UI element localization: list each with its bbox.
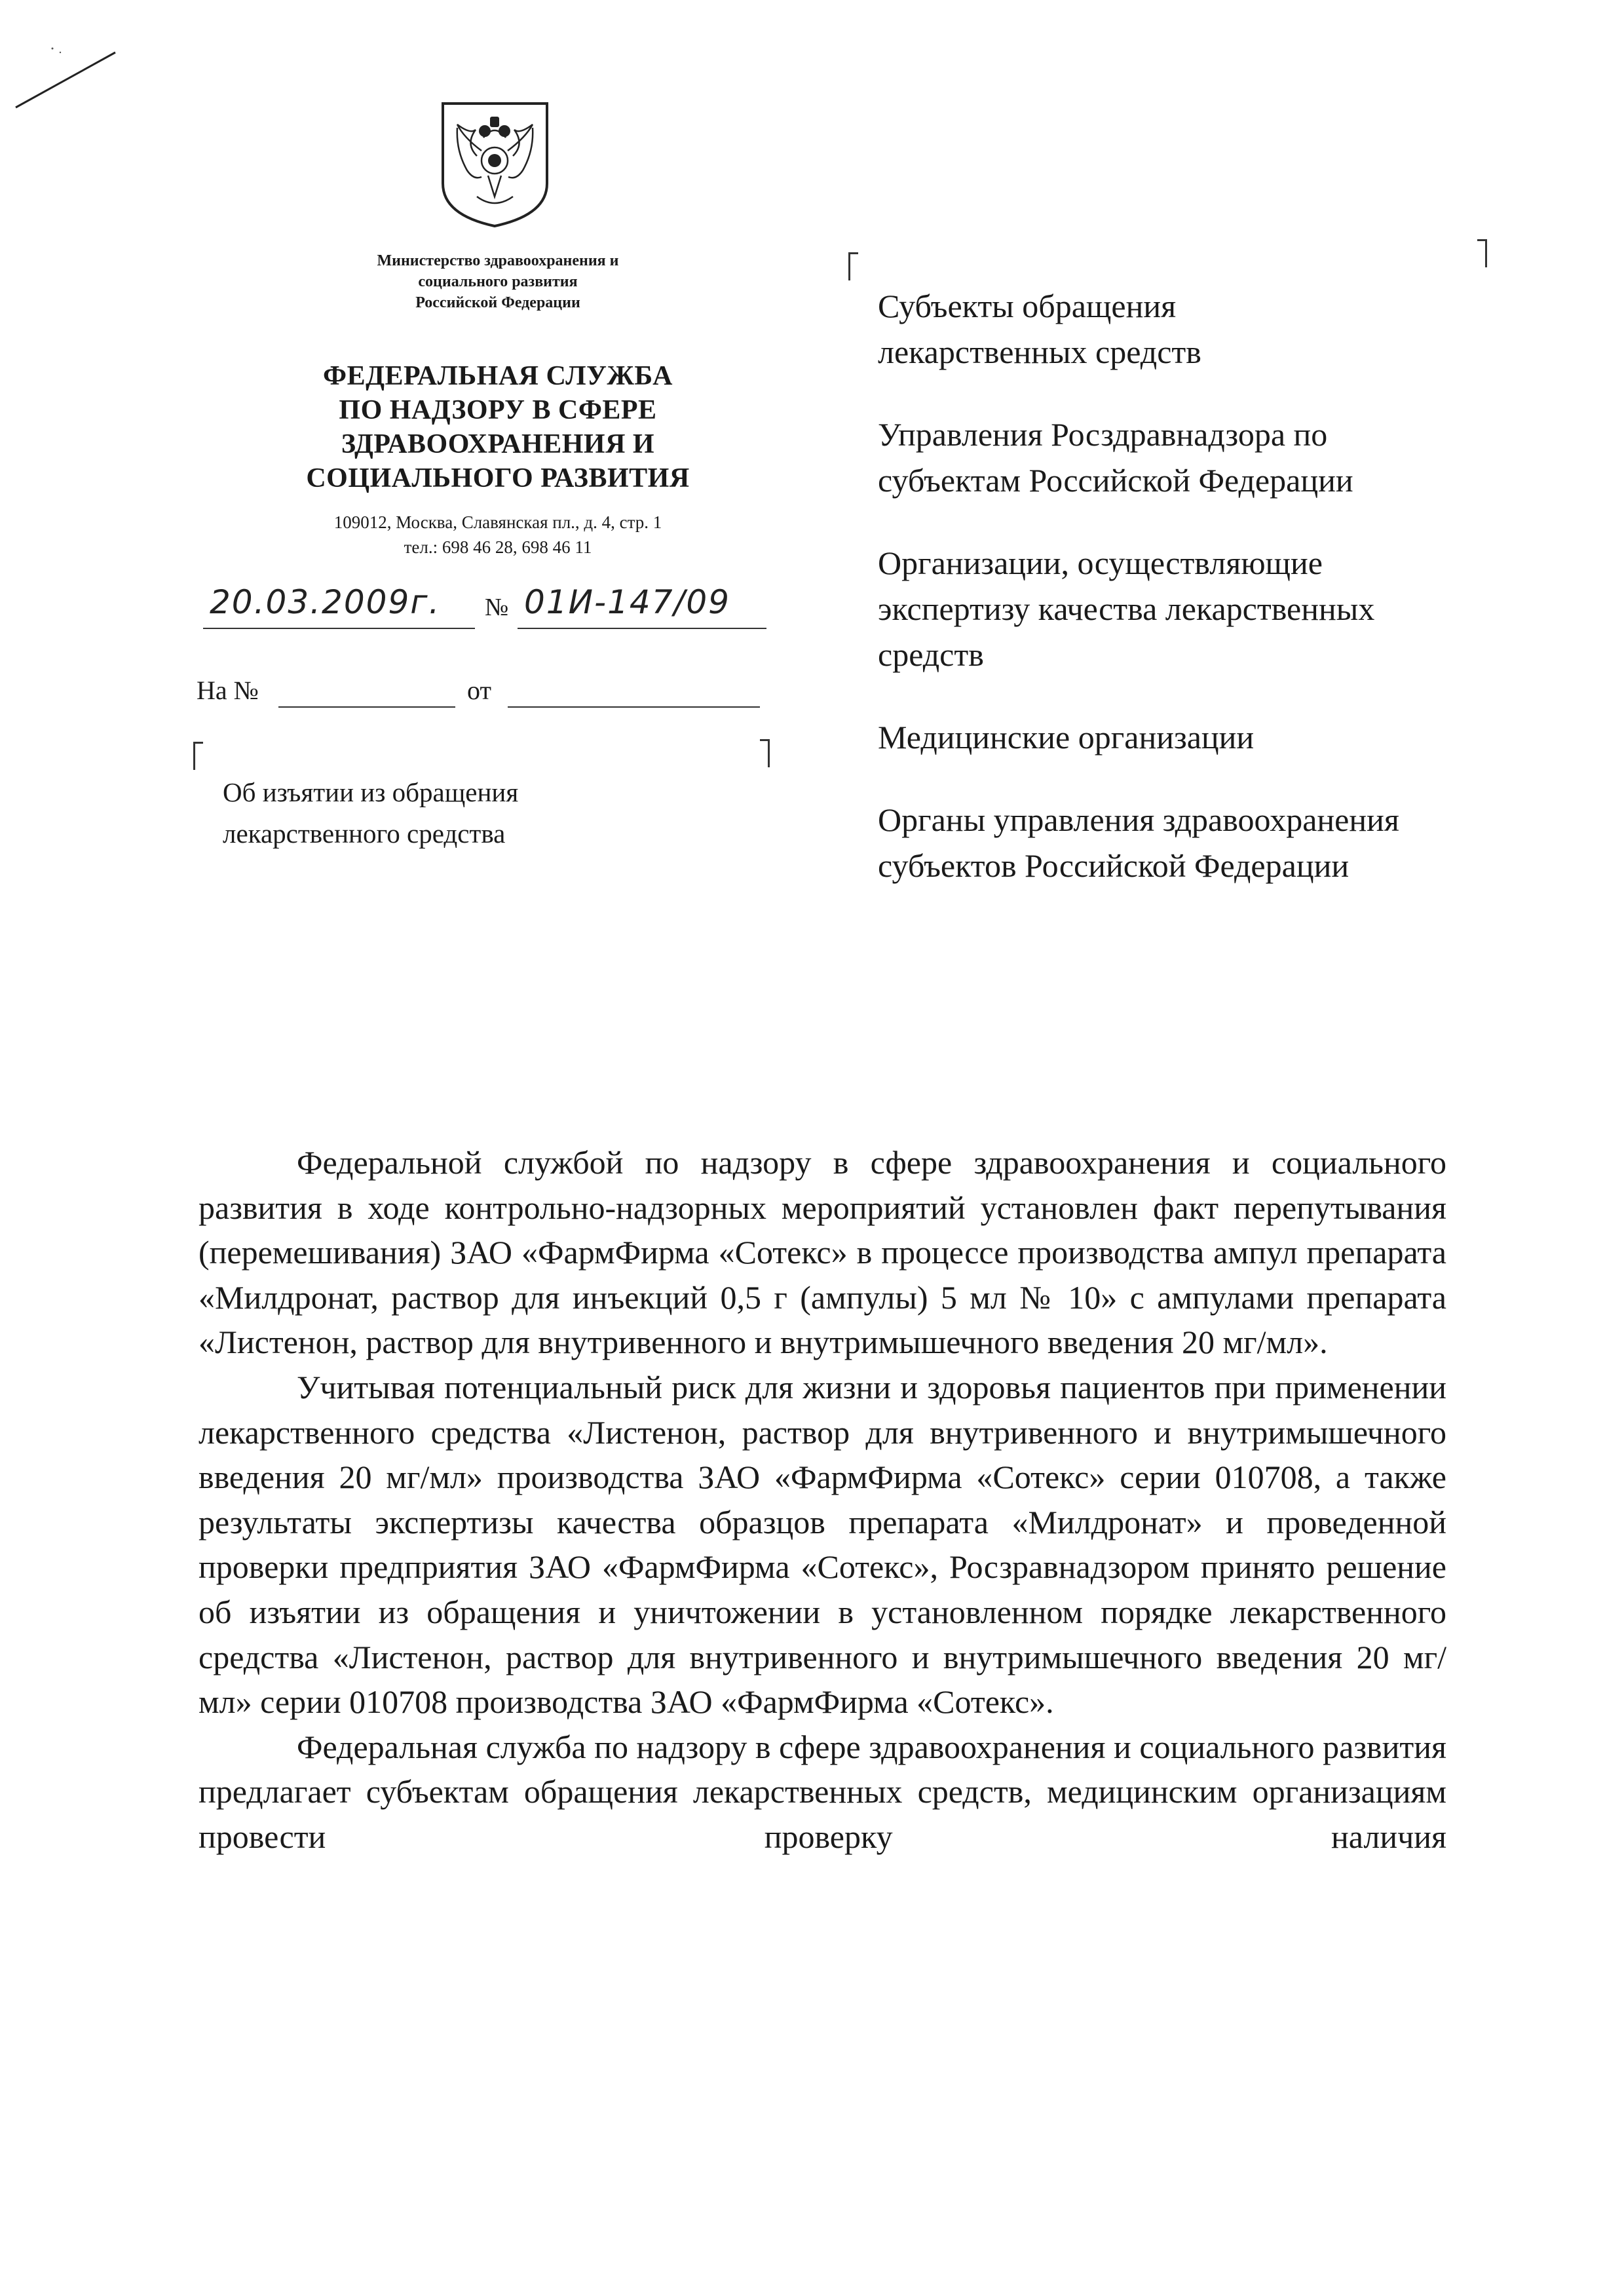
recipient-line: субъектов Российской Федерации bbox=[878, 847, 1350, 884]
registration-number-underline bbox=[518, 628, 766, 629]
body-paragraph: Федеральная служба по надзору в сфере здравоохранения и социального развития предлагает субъектам обращения лекарственных средств, медицинским организациям провести проверку наличия bbox=[198, 1728, 1446, 1855]
registration-date: 20.03.2009г. bbox=[210, 583, 441, 621]
recipient-line: Субъекты обращения bbox=[878, 288, 1177, 324]
registration-date-underline bbox=[203, 628, 475, 629]
recipient bbox=[878, 540, 1598, 678]
service-line: ПО НАДЗОРУ В СФЕРЕ bbox=[339, 395, 657, 425]
reference-number-label: На № bbox=[197, 676, 259, 705]
reference-from-blank bbox=[508, 706, 760, 708]
ministry-name bbox=[288, 250, 708, 313]
ministry-line: Российской Федерации bbox=[415, 294, 580, 311]
reference-from-label: от bbox=[467, 676, 491, 705]
recipient-line: Органы управления здравоохранения bbox=[878, 801, 1399, 838]
coat-of-arms-emblem bbox=[438, 98, 552, 229]
recipient bbox=[878, 283, 1598, 375]
recipient-line: лекарственных средств bbox=[878, 334, 1201, 370]
sender-address bbox=[249, 510, 747, 560]
reference-number-blank bbox=[278, 706, 455, 708]
subject-line: Об изъятии из обращения bbox=[223, 777, 519, 807]
body-paragraph: Федеральной службой по надзору в сфере здравоохранения и социального развития в ходе контрольно-надзорных мероприятий установлен факт перепутывания (перемешивания) ЗАО «ФармФирма «Сотекс» в процессе производства ампул препарата «Милдронат, раствор для инъекций 0,5 г (ампулы) 5 мл № 10» с ампулами препарата «Листенон, раствор для внутривенного и внутримышечного введения 20 мг/мл». bbox=[198, 1144, 1446, 1361]
registration-number: 01И-147/09 bbox=[524, 583, 730, 621]
service-name bbox=[249, 359, 747, 495]
recipient-line: Медицинские организации bbox=[878, 719, 1255, 756]
letter-subject bbox=[223, 772, 747, 854]
subject-corner-left bbox=[193, 742, 203, 770]
recipient-line: Управления Росздравнадзора по bbox=[878, 416, 1328, 453]
recipient-line: субъектам Российской Федерации bbox=[878, 462, 1353, 499]
letter-body bbox=[198, 1140, 1446, 1860]
addressee-corner-left bbox=[848, 252, 858, 280]
body-paragraph: Учитывая потенциальный риск для жизни и здоровья пациентов при применении лекарственного средства «Листенон, раствор для внутривенного и внутримышечного введения 20 мг/мл» производства ЗАО «ФармФирма «Сотекс» серии 010708, а также результаты экспертизы качества образцов препарата «Милдронат» и проведенной проверки предприятия ЗАО «ФармФирма «Сотекс», Росзравнадзором принято решение об изъятии из обращения и уничтожении в установленном порядке лекарственного средства «Листенон, раствор для внутривенного и внутримышечного введения 20 мг/мл» серии 010708 производства ЗАО «ФармФирма «Сотекс». bbox=[198, 1368, 1446, 1721]
address-line: 109012, Москва, Славянская пл., д. 4, стр. 1 bbox=[333, 512, 662, 532]
service-line: ЗДРАВООХРАНЕНИЯ И bbox=[341, 429, 655, 459]
service-line: СОЦИАЛЬНОГО РАЗВИТИЯ bbox=[306, 463, 690, 493]
addressee-corner-right bbox=[1477, 239, 1487, 267]
scan-mark bbox=[13, 39, 118, 111]
recipients-list bbox=[878, 283, 1598, 925]
recipient bbox=[878, 411, 1598, 503]
registration-number-label: № bbox=[485, 594, 509, 621]
subject-corner-right bbox=[760, 739, 770, 767]
ministry-line: Министерство здравоохранения и bbox=[377, 252, 619, 269]
subject-line: лекарственного средства bbox=[223, 818, 506, 849]
recipient-line: экспертизу качества лекарственных bbox=[878, 590, 1375, 627]
recipient-line: Организации, осуществляющие bbox=[878, 545, 1323, 581]
recipient bbox=[878, 714, 1598, 760]
address-line: тел.: 698 46 28, 698 46 11 bbox=[404, 537, 592, 557]
recipient-line: средств bbox=[878, 636, 984, 673]
ministry-line: социального развития bbox=[418, 273, 578, 290]
recipient bbox=[878, 797, 1598, 889]
service-line: ФЕДЕРАЛЬНАЯ СЛУЖБА bbox=[323, 361, 673, 391]
